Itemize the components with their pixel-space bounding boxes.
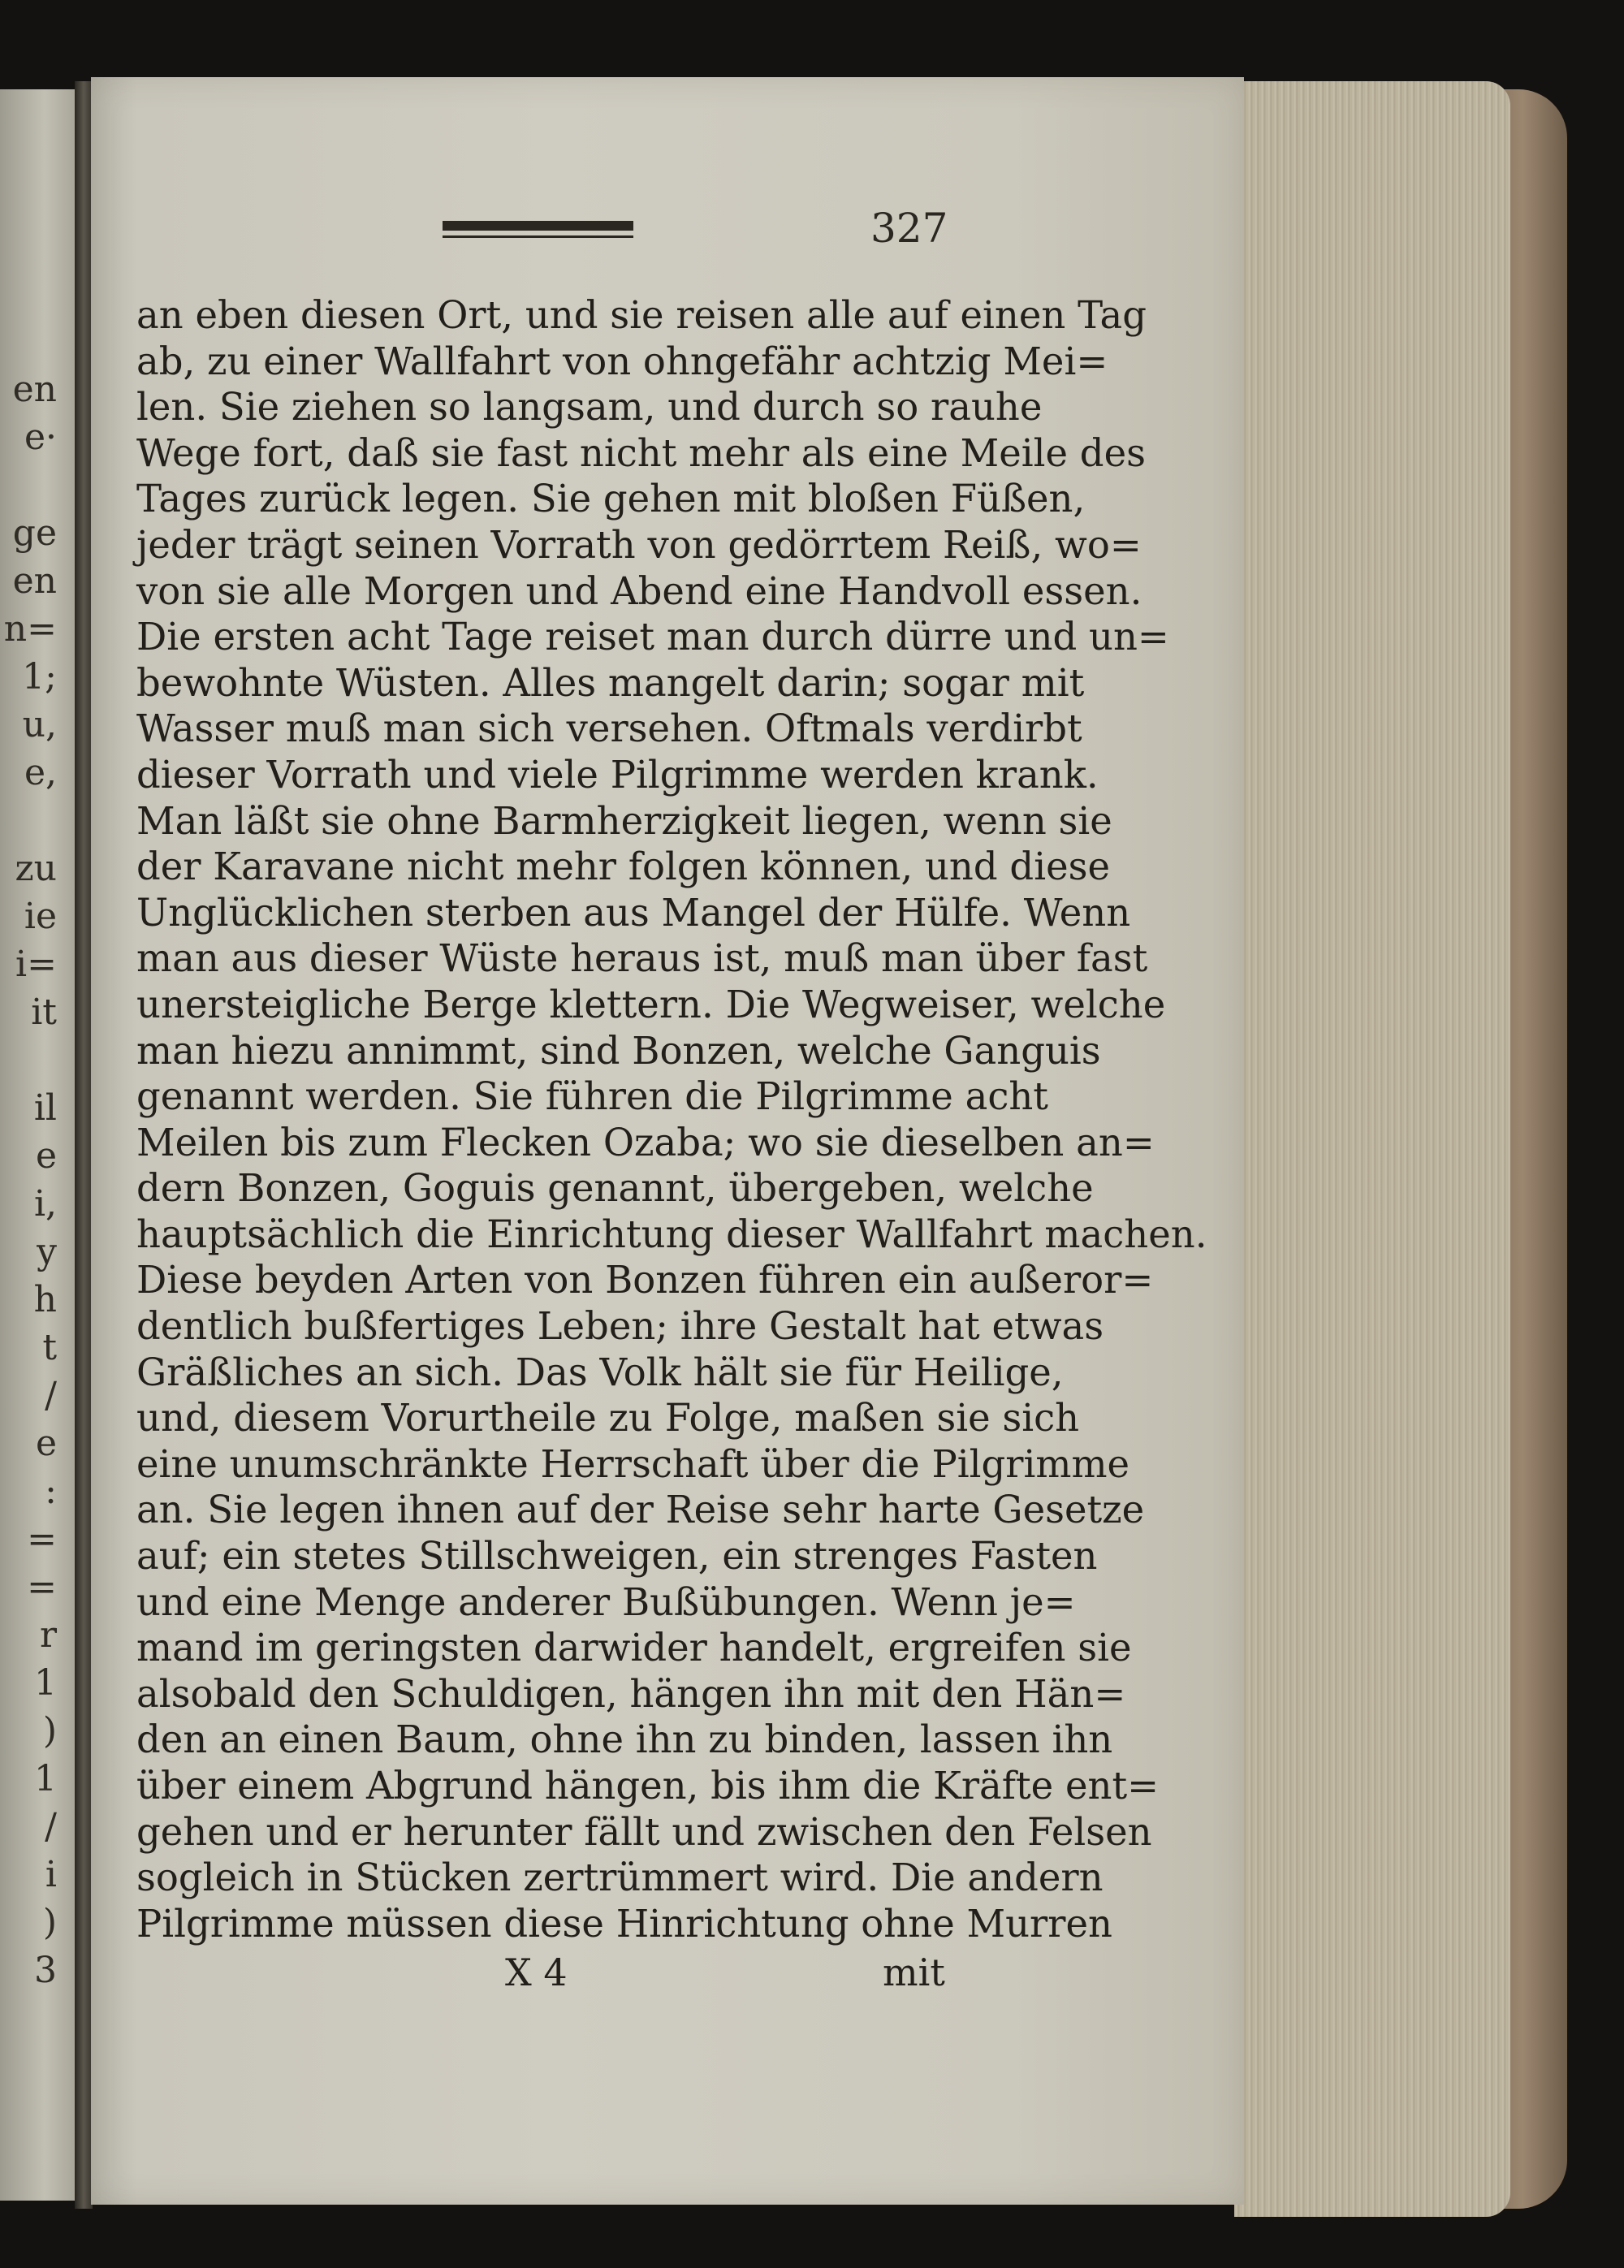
edge-fragment: 1: [34, 1758, 57, 1799]
left-page-edge: [0, 89, 75, 2201]
text-line: jeder trägt seinen Vorrath von gedörrtem Reiß, wo=: [136, 522, 1142, 567]
text-line: Diese beyden Arten von Bonzen führen ein außeror=: [136, 1258, 1154, 1302]
edge-fragment: n=: [3, 608, 57, 650]
edge-fragment: ): [42, 1710, 57, 1752]
text-line: Die ersten acht Tage reiset man durch dürre und un=: [136, 615, 1169, 659]
text-line: sogleich in Stücken zertrümmert wird. Die andern: [136, 1855, 1104, 1900]
page-fore-edge: [1234, 81, 1510, 2217]
text-line: man aus dieser Wüste heraus ist, muß man über fast: [136, 936, 1148, 981]
edge-fragment: r: [39, 1614, 57, 1656]
text-line: gehen und er herunter fällt und zwischen den Felsen: [136, 1809, 1152, 1854]
text-line: ab, zu einer Wallfahrt von ohngefähr achtzig Mei=: [136, 339, 1108, 383]
text-line: und eine Menge anderer Bußübungen. Wenn je=: [136, 1579, 1076, 1624]
edge-fragment: en: [12, 369, 57, 410]
text-line: und, diesem Vorurtheile zu Folge, maßen sie sich: [136, 1396, 1080, 1441]
text-line: eine unumschränkte Herrschaft über die Pilgrimme: [136, 1441, 1130, 1486]
edge-fragment: [0, 461, 57, 509]
edge-fragment: y: [37, 1231, 57, 1272]
text-line: Man läßt sie ohne Barmherzigkeit liegen, wenn sie: [136, 798, 1112, 843]
page-number: 327: [870, 205, 948, 252]
edge-fragment: e: [35, 1135, 57, 1177]
edge-fragment: :: [45, 1471, 57, 1512]
edge-fragment: h: [33, 1279, 57, 1320]
text-line: von sie alle Morgen und Abend eine Handvoll essen.: [136, 568, 1142, 613]
edge-fragment: i: [45, 1854, 57, 1895]
edge-fragment: t: [42, 1327, 57, 1368]
printer-signature-mark: X 4: [505, 1950, 568, 1994]
edge-fragment: it: [31, 991, 57, 1033]
text-line: unersteigliche Berge klettern. Die Wegweiser, welche: [136, 982, 1166, 1026]
header-ornament-rule: [443, 221, 633, 231]
edge-fragment: =: [27, 1518, 57, 1560]
text-line: hauptsächlich die Einrichtung dieser Wallfahrt machen.: [136, 1212, 1207, 1256]
edge-fragment: e: [35, 1423, 57, 1464]
book-gutter: [75, 81, 93, 2209]
edge-fragment: zu: [15, 848, 57, 889]
text-line: den an einen Baum, ohne ihn zu binden, lassen ihn: [136, 1717, 1113, 1762]
edge-fragment: e,: [24, 752, 57, 793]
text-line: alsobald den Schuldigen, hängen ihn mit den Hän=: [136, 1671, 1126, 1716]
text-line: Tages zurück legen. Sie gehen mit bloßen Füßen,: [136, 477, 1086, 521]
text-line: dentlich bußfertiges Leben; ihre Gestalt hat etwas: [136, 1304, 1104, 1349]
edge-fragment: 3: [34, 1950, 57, 1991]
text-line: bewohnte Wüsten. Alles mangelt darin; sogar mit: [136, 660, 1085, 705]
edge-fragment: [0, 797, 57, 845]
text-line: dieser Vorrath und viele Pilgrimme werden krank.: [136, 752, 1099, 797]
text-line: Unglücklichen sterben aus Mangel der Hülfe. Wenn: [136, 890, 1131, 935]
text-line: Meilen bis zum Flecken Ozaba; wo sie dieselben an=: [136, 1120, 1155, 1164]
edge-fragment: e·: [24, 417, 57, 458]
edge-fragment: ie: [24, 896, 57, 937]
text-line: Gräßliches an sich. Das Volk hält sie für Heilige,: [136, 1350, 1064, 1394]
edge-fragment: /: [45, 1806, 57, 1847]
text-line: genannt werden. Sie führen die Pilgrimme acht: [136, 1074, 1048, 1119]
edge-fragment: ge: [12, 512, 57, 554]
text-line: an. Sie legen ihnen auf der Reise sehr harte Gesetze: [136, 1488, 1145, 1532]
header-ornament-rule-thin: [443, 235, 633, 238]
edge-fragment: i,: [33, 1183, 57, 1225]
edge-fragment: 1;: [22, 656, 57, 698]
text-line: man hiezu annimmt, sind Bonzen, welche Ganguis: [136, 1028, 1101, 1073]
edge-fragment: =: [27, 1566, 57, 1608]
text-line: Pilgrimme müssen diese Hinrichtung ohne Murren: [136, 1901, 1112, 1946]
edge-fragment: en: [12, 560, 57, 602]
edge-fragment: [0, 1036, 57, 1084]
text-line: Wege fort, daß sie fast nicht mehr als eine Meile des: [136, 430, 1146, 475]
text-line: der Karavane nicht mehr folgen können, und diese: [136, 845, 1110, 889]
edge-fragment: i=: [15, 944, 57, 985]
text-line: über einem Abgrund hängen, bis ihm die Kräfte ent=: [136, 1764, 1160, 1808]
edge-fragment: il: [33, 1087, 57, 1129]
edge-fragment: /: [45, 1375, 57, 1416]
text-line: an eben diesen Ort, und sie reisen alle auf einen Tag: [136, 293, 1147, 337]
catchword: mit: [883, 1950, 945, 1994]
text-line: auf; ein stetes Stillschweigen, ein strenges Fasten: [136, 1534, 1098, 1579]
edge-fragment: ): [42, 1902, 57, 1943]
text-line: mand im geringsten darwider handelt, ergreifen sie: [136, 1626, 1132, 1670]
text-line: len. Sie ziehen so langsam, und durch so rauhe: [136, 385, 1043, 430]
edge-fragment: u,: [22, 704, 57, 745]
left-page-edge-fragments: [0, 365, 57, 1994]
edge-fragment: 1: [34, 1662, 57, 1704]
body-text: [136, 292, 1207, 1946]
text-line: dern Bonzen, Goguis genannt, übergeben, welche: [136, 1166, 1094, 1211]
text-line: Wasser muß man sich versehen. Oftmals verdirbt: [136, 706, 1082, 751]
